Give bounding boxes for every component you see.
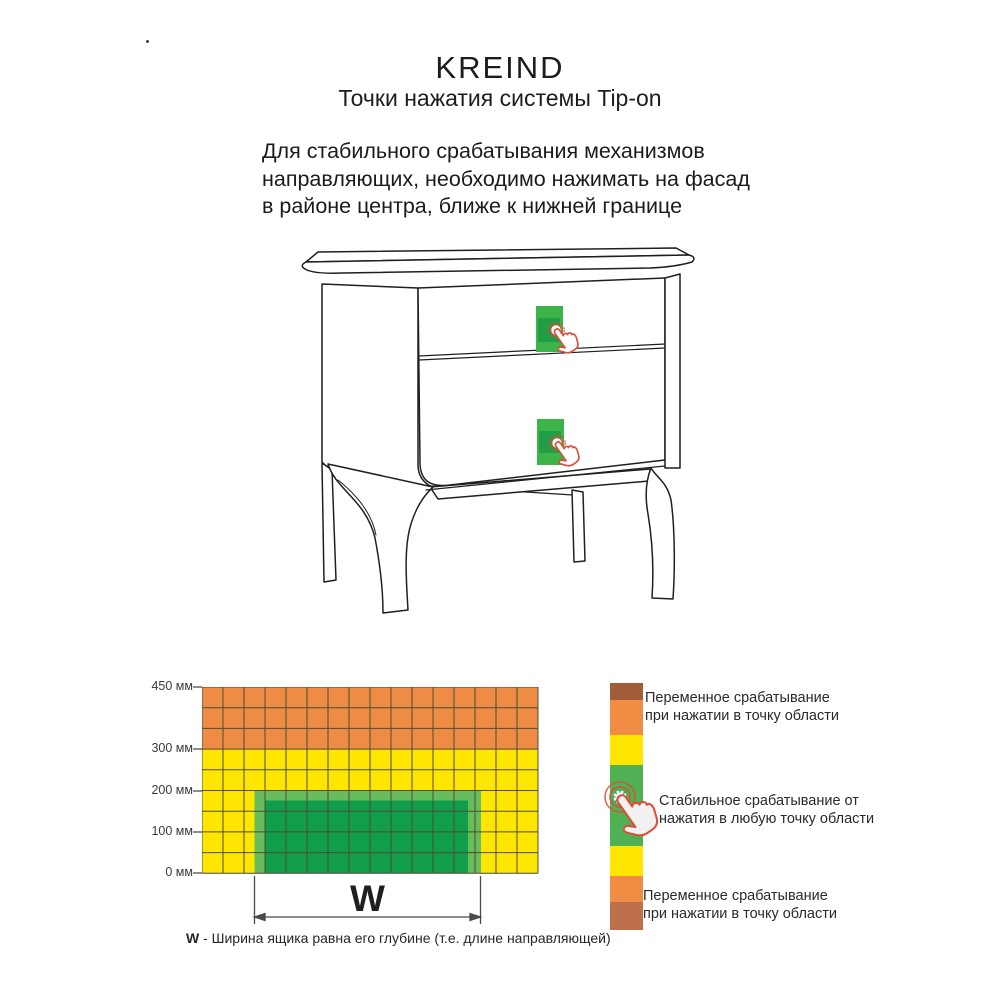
press-zone-grid — [202, 687, 539, 875]
legend-band — [610, 700, 643, 735]
y-tick-dash — [193, 748, 202, 750]
caption-w: W — [186, 930, 200, 946]
legend-item-variable-bottom — [643, 888, 837, 923]
legend-item-line: при нажатии в точку области — [643, 905, 837, 922]
cabinet-illustration — [280, 240, 700, 630]
y-tick-200mm: 200 мм — [151, 782, 193, 797]
legend-band — [610, 735, 643, 765]
grid-caption — [186, 930, 611, 946]
y-tick-dash — [193, 831, 202, 833]
legend-band — [610, 683, 643, 700]
legend-item-line: Стабильное срабатывание от — [659, 793, 859, 809]
cabinet-line-art — [302, 248, 694, 613]
legend-item-line: нажатия в любую точку области — [659, 810, 875, 827]
legend-band — [610, 902, 643, 930]
y-tick-300mm: 300 мм — [151, 741, 193, 756]
legend-band — [610, 876, 643, 902]
intro-line: Для стабильного срабатывания механизмов — [262, 139, 705, 163]
brand-title: KREIND — [435, 50, 565, 85]
stray-mark — [146, 40, 149, 43]
intro-text — [262, 138, 750, 221]
w-dimension-label: W — [350, 878, 385, 919]
legend-item-variable-top — [645, 690, 839, 725]
y-tick-100mm: 100 мм — [151, 823, 193, 838]
page-subtitle: Точки нажатия системы Tip-on — [338, 85, 662, 111]
y-tick-0mm: 0 мм — [165, 865, 193, 880]
legend-item-line: Переменное срабатывание — [645, 690, 830, 706]
intro-line: направляющих, необходимо нажимать на фасад — [262, 166, 750, 191]
y-tick-dash — [193, 790, 202, 792]
caption-text: - Ширина ящика равна его глубине (т.е. длине направляющей) — [199, 930, 611, 946]
legend-item-line: при нажатии в точку области — [645, 707, 839, 724]
y-tick-450mm: 450 мм — [151, 679, 193, 693]
y-tick-dash — [193, 872, 202, 874]
y-tick-dash — [193, 686, 202, 688]
legend-item-line: Переменное срабатывание — [643, 888, 828, 904]
legend-item-stable — [659, 793, 874, 828]
intro-line: в районе центра, ближе к нижней границе — [262, 194, 683, 218]
